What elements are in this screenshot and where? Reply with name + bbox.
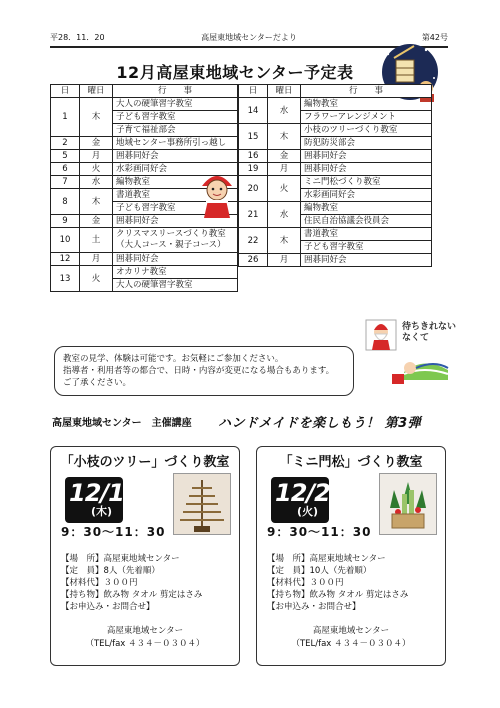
weekday-cell: 木 bbox=[268, 124, 301, 150]
date-badge bbox=[65, 477, 140, 523]
day-cell: 21 bbox=[239, 202, 268, 228]
weekday-cell: 火 bbox=[80, 163, 113, 176]
card-contact bbox=[51, 625, 239, 651]
card-time: 9：30～11：30 bbox=[267, 525, 372, 539]
card-title: 「小枝のツリー」づくり教室 bbox=[60, 455, 230, 470]
info-line: 【定 員】8人（先着順） bbox=[61, 566, 160, 576]
host-label: 高屋東地域センター 主催講座 bbox=[52, 418, 192, 429]
day-cell: 1 bbox=[51, 98, 80, 137]
workshop-card-twig-tree bbox=[50, 446, 240, 666]
santa-sleeping-illustration bbox=[364, 318, 458, 396]
day-cell: 7 bbox=[51, 176, 80, 189]
issue-number: 第42号 bbox=[421, 33, 448, 42]
event-cell: 子ども習字教室 bbox=[301, 241, 432, 254]
notice-line: ご了承ください。 bbox=[63, 378, 132, 388]
day-cell: 19 bbox=[239, 163, 268, 176]
day-cell: 9 bbox=[51, 215, 80, 228]
weekday-cell: 火 bbox=[268, 176, 301, 202]
day-cell: 15 bbox=[239, 124, 268, 150]
contact-line: 高屋東地域センター bbox=[312, 626, 390, 636]
card-info bbox=[267, 553, 408, 613]
day-cell: 2 bbox=[51, 137, 80, 150]
weekday-cell: 水 bbox=[268, 98, 301, 124]
event-cell: 編物教室 bbox=[113, 176, 238, 189]
day-cell: 8 bbox=[51, 189, 80, 215]
day-cell: 6 bbox=[51, 163, 80, 176]
weekday-cell: 金 bbox=[80, 137, 113, 150]
day-cell: 5 bbox=[51, 150, 80, 163]
event-cell: 住民自治協議会役員会 bbox=[301, 215, 432, 228]
weekday-cell: 月 bbox=[80, 253, 113, 266]
info-line: 【お申込み・お問合せ】 bbox=[267, 602, 361, 612]
col-weekday-header: 曜日 bbox=[80, 85, 113, 98]
newsletter-name: 高屋東地域センターだより bbox=[201, 33, 297, 42]
weekday-cell: 月 bbox=[268, 254, 301, 267]
workshop-card-mini-kadomatsu bbox=[256, 446, 446, 666]
info-line: 【定 員】10人（先着順） bbox=[267, 566, 372, 576]
day-cell: 22 bbox=[239, 228, 268, 254]
info-line: 【持ち物】飲み物 タオル 剪定はさみ bbox=[267, 590, 409, 600]
event-cell: 編物教室 bbox=[301, 98, 432, 111]
series-title: ハンドメイドを楽しもう！ 第3弾 bbox=[218, 416, 422, 431]
date-number: 12/20 bbox=[275, 479, 346, 507]
event-cell: 水彩画同好会 bbox=[301, 189, 432, 202]
weekday-cell: 木 bbox=[268, 228, 301, 254]
event-cell: 囲碁同好会 bbox=[113, 215, 238, 228]
day-cell: 14 bbox=[239, 98, 268, 124]
event-cell: 大人の硬筆習字教室 bbox=[113, 279, 238, 292]
date-weekday: (火) bbox=[297, 505, 319, 518]
date-weekday: (木) bbox=[91, 505, 113, 518]
card-contact bbox=[257, 625, 445, 651]
event-cell: 囲碁同好会 bbox=[301, 150, 432, 163]
event-cell: 編物教室 bbox=[301, 202, 432, 215]
event-cell: 地域センター事務所引っ越し bbox=[113, 137, 238, 150]
date-badge bbox=[271, 477, 346, 523]
illustration-caption: 待ちきれないなくて bbox=[402, 322, 457, 343]
notice-line: 教室の見学、体験は可能です。お気軽にご参加ください。 bbox=[63, 354, 284, 364]
day-cell: 26 bbox=[239, 254, 268, 267]
event-cell: オカリナ教室 bbox=[113, 266, 238, 279]
event-cell: 防犯防災部会 bbox=[301, 137, 432, 150]
weekday-cell: 金 bbox=[268, 150, 301, 163]
col-weekday-header: 曜日 bbox=[268, 85, 301, 98]
event-cell: 子育て福祉部会 bbox=[113, 124, 238, 137]
info-line: 【材料代】３００円 bbox=[267, 578, 344, 588]
schedule-table-right bbox=[238, 84, 432, 267]
notice-line: 指導者・利用者等の都合で、日時・内容が変更になる場合もあります。 bbox=[63, 366, 335, 376]
event-cell: 水彩画同好会 bbox=[113, 163, 238, 176]
day-cell: 16 bbox=[239, 150, 268, 163]
weekday-cell: 金 bbox=[80, 215, 113, 228]
day-cell: 10 bbox=[51, 228, 80, 253]
event-cell: フラワーアレンジメント bbox=[301, 111, 432, 124]
weekday-cell: 水 bbox=[80, 176, 113, 189]
kadomatsu-photo bbox=[379, 473, 437, 535]
col-day-header: 日 bbox=[51, 85, 80, 98]
card-time: 9：30～11：30 bbox=[61, 525, 166, 539]
event-cell: 囲碁同好会 bbox=[301, 163, 432, 176]
card-info bbox=[61, 553, 202, 613]
info-line: 【場 所】高屋東地域センター bbox=[267, 554, 386, 564]
col-day-header: 日 bbox=[239, 85, 268, 98]
twig-tree-photo bbox=[173, 473, 231, 535]
event-cell: ミニ門松づくり教室 bbox=[301, 176, 432, 189]
event-cell: 書道教室 bbox=[113, 189, 238, 202]
day-cell: 12 bbox=[51, 253, 80, 266]
contact-line: （TEL/fax ４３４－０３０４） bbox=[291, 639, 411, 649]
col-event-header: 行 事 bbox=[301, 85, 432, 98]
info-line: 【材料代】３００円 bbox=[61, 578, 138, 588]
info-line: 【お申込み・お問合せ】 bbox=[61, 602, 155, 612]
page-title: 12月高屋東地域センター予定表 bbox=[116, 63, 354, 82]
weekday-cell: 水 bbox=[268, 202, 301, 228]
event-cell: 子ども習字教室 bbox=[113, 111, 238, 124]
info-line: 【場 所】高屋東地域センター bbox=[61, 554, 180, 564]
weekday-cell: 木 bbox=[80, 189, 113, 215]
card-title: 「ミニ門松」づくり教室 bbox=[279, 455, 423, 470]
weekday-cell: 木 bbox=[80, 98, 113, 137]
event-cell: 子ども習字教室 bbox=[113, 202, 238, 215]
event-cell: 囲碁同好会 bbox=[301, 254, 432, 267]
event-cell: クリスマスリースづくり教室 （大人コース・親子コース） bbox=[113, 228, 238, 253]
contact-line: 高屋東地域センター bbox=[106, 626, 184, 636]
santa-girl-illustration bbox=[196, 164, 238, 220]
weekday-cell: 土 bbox=[80, 228, 113, 253]
event-cell: 囲碁同好会 bbox=[113, 253, 238, 266]
event-cell: 書道教室 bbox=[301, 228, 432, 241]
date-number: 12/15 bbox=[69, 479, 140, 507]
col-event-header: 行 事 bbox=[113, 85, 238, 98]
event-cell: 小枝のツリーづくり教室 bbox=[301, 124, 432, 137]
notice-box bbox=[54, 346, 354, 396]
weekday-cell: 火 bbox=[80, 266, 113, 292]
day-cell: 20 bbox=[239, 176, 268, 202]
weekday-cell: 月 bbox=[80, 150, 113, 163]
day-cell: 13 bbox=[51, 266, 80, 292]
weekday-cell: 月 bbox=[268, 163, 301, 176]
issue-date: 平28．11．20 bbox=[50, 33, 105, 42]
contact-line: （TEL/fax ４３４－０３０４） bbox=[85, 639, 205, 649]
info-line: 【持ち物】飲み物 タオル 剪定はさみ bbox=[61, 590, 203, 600]
event-cell: 大人の硬筆習字教室 bbox=[113, 98, 238, 111]
event-cell: 囲碁同好会 bbox=[113, 150, 238, 163]
